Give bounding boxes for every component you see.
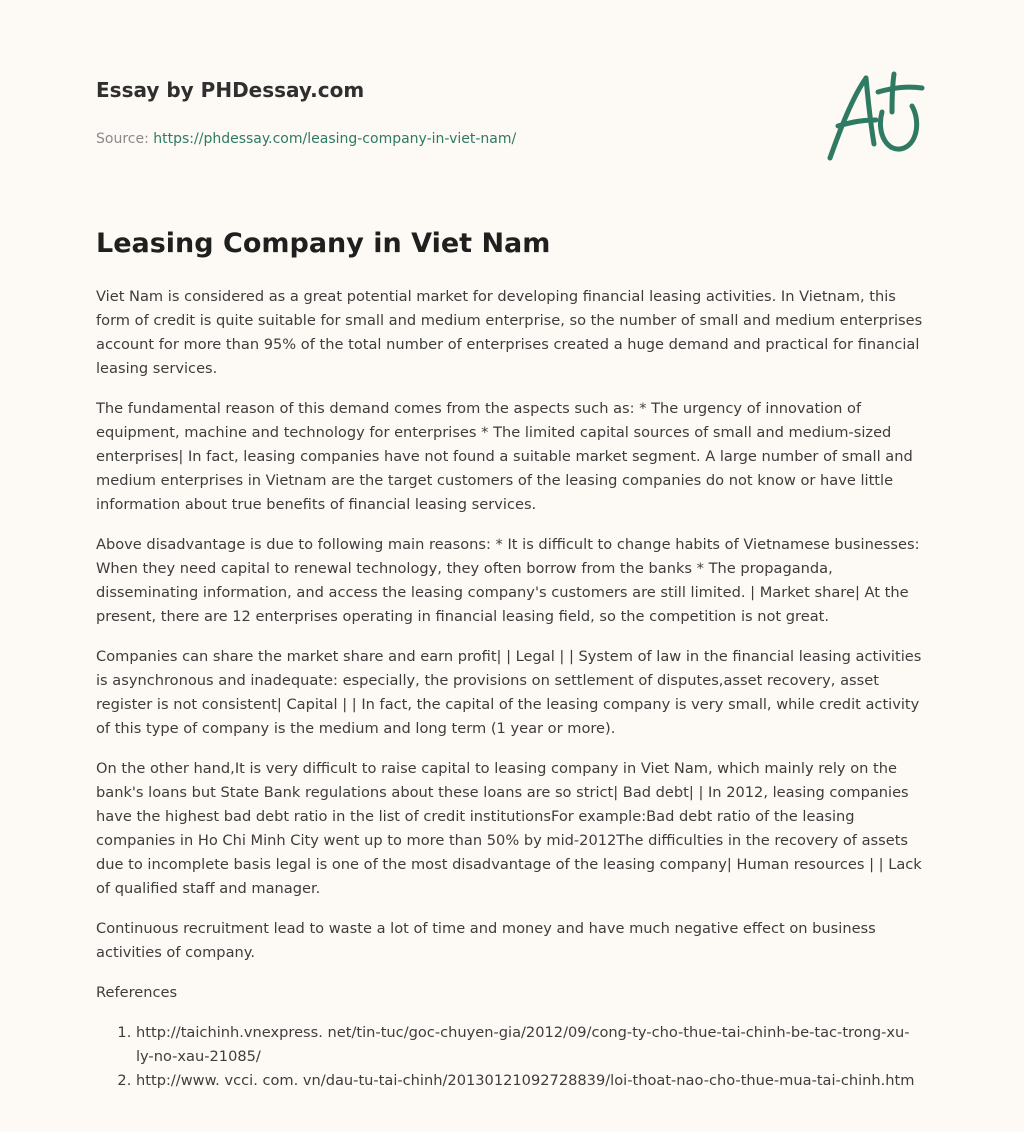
essay-body	[96, 285, 926, 1093]
paragraph-1: Viet Nam is considered as a great potential market for developing financial leasing activities. In Vietnam, this form of credit is quite suitable for small and medium enterprise, so the number of small and medium enterprises account for more than 95% of the total number of enterprises created a huge demand and practical for financial leasing services.	[96, 288, 923, 377]
page-header	[96, 76, 796, 148]
paragraph-4: Companies can share the market share and earn profit| | Legal | | System of law in the financial leasing activities is asynchronous and inadequate: especially, the provisions on settlement of disputes,asset recovery, asset register is not consistent| Capital | | In fact, the capital of the leasing company is very small, while credit activity of this type of company is the medium and long term (1 year or more).	[96, 648, 922, 737]
references-heading: References	[96, 984, 178, 1001]
source-link[interactable]: https://phdessay.com/leasing-company-in-viet-nam/	[153, 131, 517, 147]
reference-item: 1. http://taichinh.vnexpress. net/tin-tuc/goc-chuyen-gia/2012/09/cong-ty-cho-thue-tai-chinh-be-tac-trong-xu-ly-no-xau-21085/	[136, 1021, 926, 1069]
paragraph-6: Continuous recruitment lead to waste a lot of time and money and have much negative effect on business activities of company.	[96, 920, 876, 961]
source-line	[96, 130, 796, 148]
paragraph-2: The fundamental reason of this demand comes from the aspects such as: * The urgency of innovation of equipment, machine and technology for enterprises * The limited capital sources of small and medium-sized enterprises| In fact, leasing companies have not found a suitable market segment. A large number of small and medium enterprises in Vietnam are the target customers of the leasing companies do not know or have little information about true benefits of financial leasing services.	[96, 400, 913, 513]
a-plus-logo-icon	[822, 68, 926, 164]
paragraph-5: On the other hand,It is very difficult to raise capital to leasing company in Viet Nam, which mainly rely on the bank's loans but State Bank regulations about these loans are so strict| Bad debt| | In 2012, leasing companies have the highest bad debt ratio in the list of credit institutionsFor example:Bad debt ratio of the leasing companies in Ho Chi Minh City went up to more than 50% by mid-2012The difficulties in the recovery of assets due to incomplete basis legal is one of the most disadvantage of the leasing company| Human resources | | Lack of qualified staff and manager.	[96, 760, 922, 897]
references-list	[96, 1021, 926, 1093]
reference-item: 2. http://www. vcci. com. vn/dau-tu-tai-chinh/20130121092728839/loi-thoat-nao-cho-thue-mua-tai-chinh.htm	[136, 1069, 926, 1093]
source-label: Source:	[96, 131, 149, 147]
site-brand: Essay by PHDessay.com	[96, 78, 365, 102]
essay-title: Leasing Company in Viet Nam	[96, 228, 551, 259]
paragraph-3: Above disadvantage is due to following main reasons: * It is difficult to change habits of Vietnamese businesses: When they need capital to renewal technology, they often borrow from the banks * The propaganda, disseminating information, and access the leasing company's customers are still limited. | Market share| At the present, there are 12 enterprises operating in financial leasing field, so the competition is not great.	[96, 536, 920, 625]
